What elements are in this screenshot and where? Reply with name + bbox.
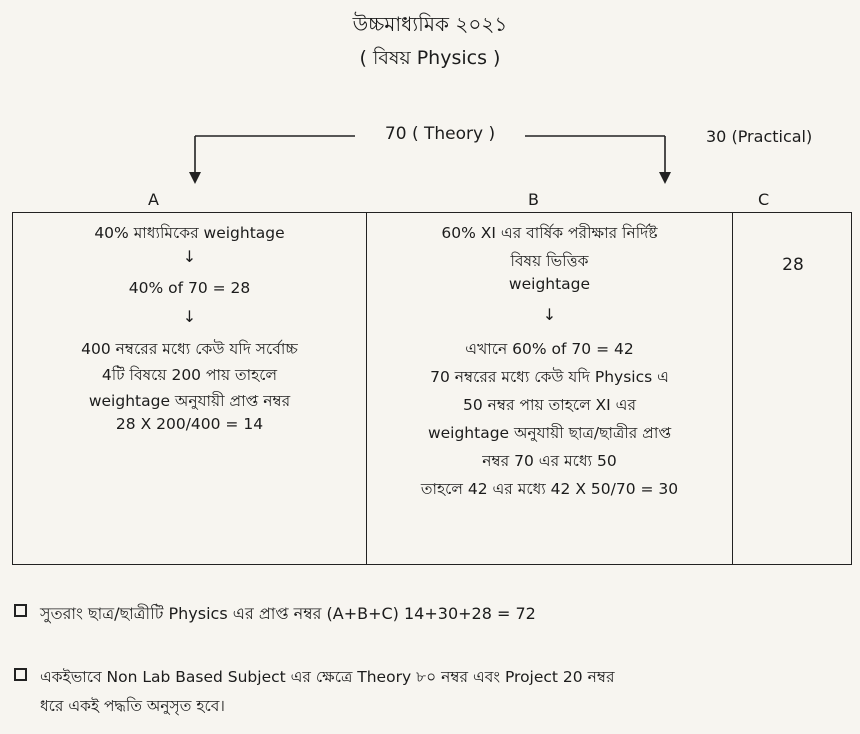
calculation-table (12, 212, 852, 565)
c-value: 28 (782, 255, 804, 275)
note-total: সুতরাং ছাত্র/ছাত্রীটি Physics এর প্রাপ্ত নম্বর (A+B+C) 14+30+28 = 72 (40, 604, 536, 623)
note-non-lab-line-2: ধরে একই পদ্ধতি অনুসৃত হবে। (40, 697, 225, 715)
down-arrow-icon: ↓ (182, 307, 197, 326)
practical-marks: 30 (Practical) (706, 127, 813, 146)
subject-heading: ( বিষয় Physics ) (359, 47, 501, 69)
column-a-label: A (148, 190, 159, 209)
a-line-4: 4টি বিষয়ে 200 পায় তাহলে (101, 366, 278, 384)
a-line-3: 400 নম্বরের মধ্যে কেউ যদি সর্বোচ্চ (81, 340, 298, 358)
theory-marks: 70 ( Theory ) (355, 124, 525, 144)
checkbox-bullet-icon (14, 668, 27, 681)
column-c-label: C (758, 190, 770, 209)
b-line-9: তাহলে 42 এর মধ্যে 42 X 50/70 = 30 (420, 480, 679, 498)
a-line-5: weightage অনুযায়ী প্রাপ্ত নম্বর (88, 392, 291, 410)
b-line-8: নম্বর 70 এর মধ্যে 50 (482, 452, 617, 470)
note-non-lab-line-1: একইভাবে Non Lab Based Subject এর ক্ষেত্রে Theory ৮০ নম্বর এবং Project 20 নম্বর (40, 668, 615, 686)
a-line-6: 28 X 200/400 = 14 (115, 415, 264, 433)
b-line-4: এখানে 60% of 70 = 42 (465, 340, 634, 358)
b-line-3: weightage (508, 275, 591, 293)
split-arrows (0, 0, 860, 212)
b-line-1: 60% XI এর বার্ষিক পরীক্ষার নির্দিষ্ট (441, 224, 658, 242)
b-line-2: বিষয় ভিত্তিক (510, 252, 589, 270)
a-line-1: 40% মাধ্যমিকের weightage (94, 224, 285, 242)
column-b-label: B (528, 190, 539, 209)
down-arrow-icon: ↓ (542, 305, 557, 324)
checkbox-bullet-icon (14, 604, 27, 617)
document-title: উচ্চমাধ্যমিক ২০২১ (352, 12, 508, 36)
column-a-cell (13, 213, 367, 564)
column-c-cell (733, 213, 853, 564)
a-line-2: 40% of 70 = 28 (128, 279, 251, 297)
b-line-6: 50 নম্বর পায় তাহলে XI এর (463, 396, 636, 414)
column-b-cell (367, 213, 733, 564)
b-line-5: 70 নম্বরের মধ্যে কেউ যদি Physics এ (430, 368, 669, 386)
down-arrow-icon: ↓ (182, 247, 197, 266)
b-line-7: weightage অনুযায়ী ছাত্র/ছাত্রীর প্রাপ্ত (427, 424, 672, 442)
